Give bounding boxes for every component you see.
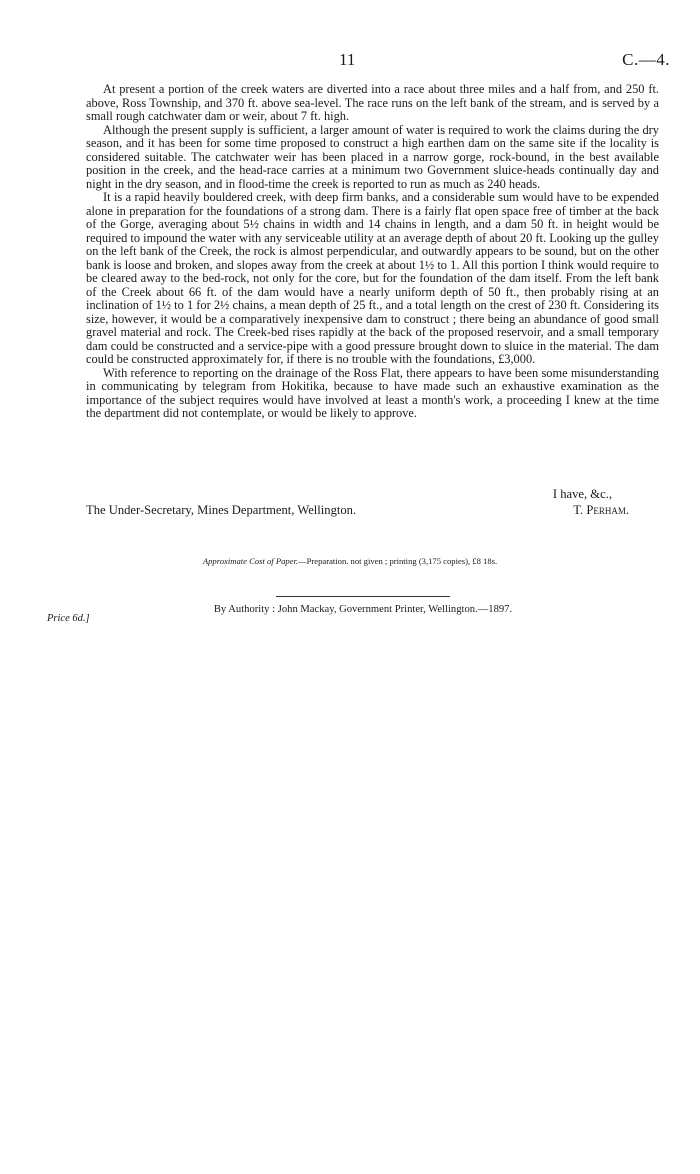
page-header — [0, 50, 700, 70]
addressee: The Under-Secretary, Mines Department, Wellington. — [86, 503, 357, 517]
printer-authority: By Authority : John Mackay, Government Printer, Wellington.—1897. — [213, 604, 513, 615]
cost-note-text: —Preparation. not given ; printing (3,175 copies), £8 18s. — [298, 556, 498, 566]
report-body — [86, 83, 659, 421]
paragraph-dam-proposal: It is a rapid heavily bouldered creek, with deep firm banks, and a considerable sum would have to be expended alone in preparation for the foundations of a strong dam. There is a fairly flat open space free of timber at the back of the Gorge, averaging about 5½ chains in width and 14 chains in length, and a dam 50 ft. in height would be required to impound the water with any serviceable utility at an average depth of about 20 ft. Looking up the gulley on the left bank of the Creek, the rock is almost perpendicular, and outwardly appears to be sound, but on the other bank is loose and broken, and slopes away from the creek at about 1½ to 1. All this portion I think would require to be cleared away to the bed-rock, not only for the core, but for the foundation of the dam itself. From the left bank of the Creek about 66 ft. of the dam would have a nearly uniform depth of 50 ft., then probably rising at an inclination of 1½ to 1 for 2½ chains, a mean depth of 25 ft., and a total length on the crest of 230 ft. Considering its size, however, it would be a comparatively inexpensive dam to construct ; there being an abundance of good small gravel material and rock. The Creek-bed rises rapidly at the back of the proposed reservoir, and a small temporary dam could be constructed and a service-pipe with a good pressure brought down to sluice in the material. The dam could be constructed approximately for, if there is no trouble with the foundations, £3,000. — [86, 190, 659, 366]
paragraph-race: At present a portion of the creek waters are diverted into a race about three miles and a half from, and 250 ft. above, Ross Township, and 370 ft. above sea-level. The race runs on the left bank of the stream, and is served by a small rough catchwater dam or weir, about 7 ft. high. — [86, 82, 659, 123]
closing-formula: I have, &c., — [552, 487, 612, 501]
cost-note-label: Approximate Cost of Paper. — [202, 556, 299, 566]
paragraph-water-supply: Although the present supply is sufficient, a larger amount of water is required to work the claims during the dry season, and it has been for some time proposed to construct a high earthen dam on the same site if the locality is considered suitable. The catchwater weir has been placed in a narrow gorge, rock-bound, in the best available position in the creek, and the head-race carries at a minimum two Government sluice-heads continually day and night in the dry season, and in flood-time the creek is reported to run as much as 240 heads. — [86, 122, 659, 191]
price-label: Price 6d.] — [47, 613, 90, 624]
paragraph-drainage: With reference to reporting on the drainage of the Ross Flat, there appears to have been some misunderstanding in communicating by telegram from Hokitika, because to have made such an exhaustive examination as the importance of the subject requires would have involved at least a month's work, a proceeding I knew at the time the department did not contemplate, or would be likely to approve. — [86, 365, 659, 420]
page-number: 11 — [339, 50, 356, 69]
footer-divider — [276, 596, 450, 597]
signature: T. Perham. — [573, 503, 629, 517]
cost-of-paper-note — [0, 556, 700, 566]
letter-closing — [86, 487, 659, 519]
paper-reference: C.—4. — [622, 50, 670, 69]
